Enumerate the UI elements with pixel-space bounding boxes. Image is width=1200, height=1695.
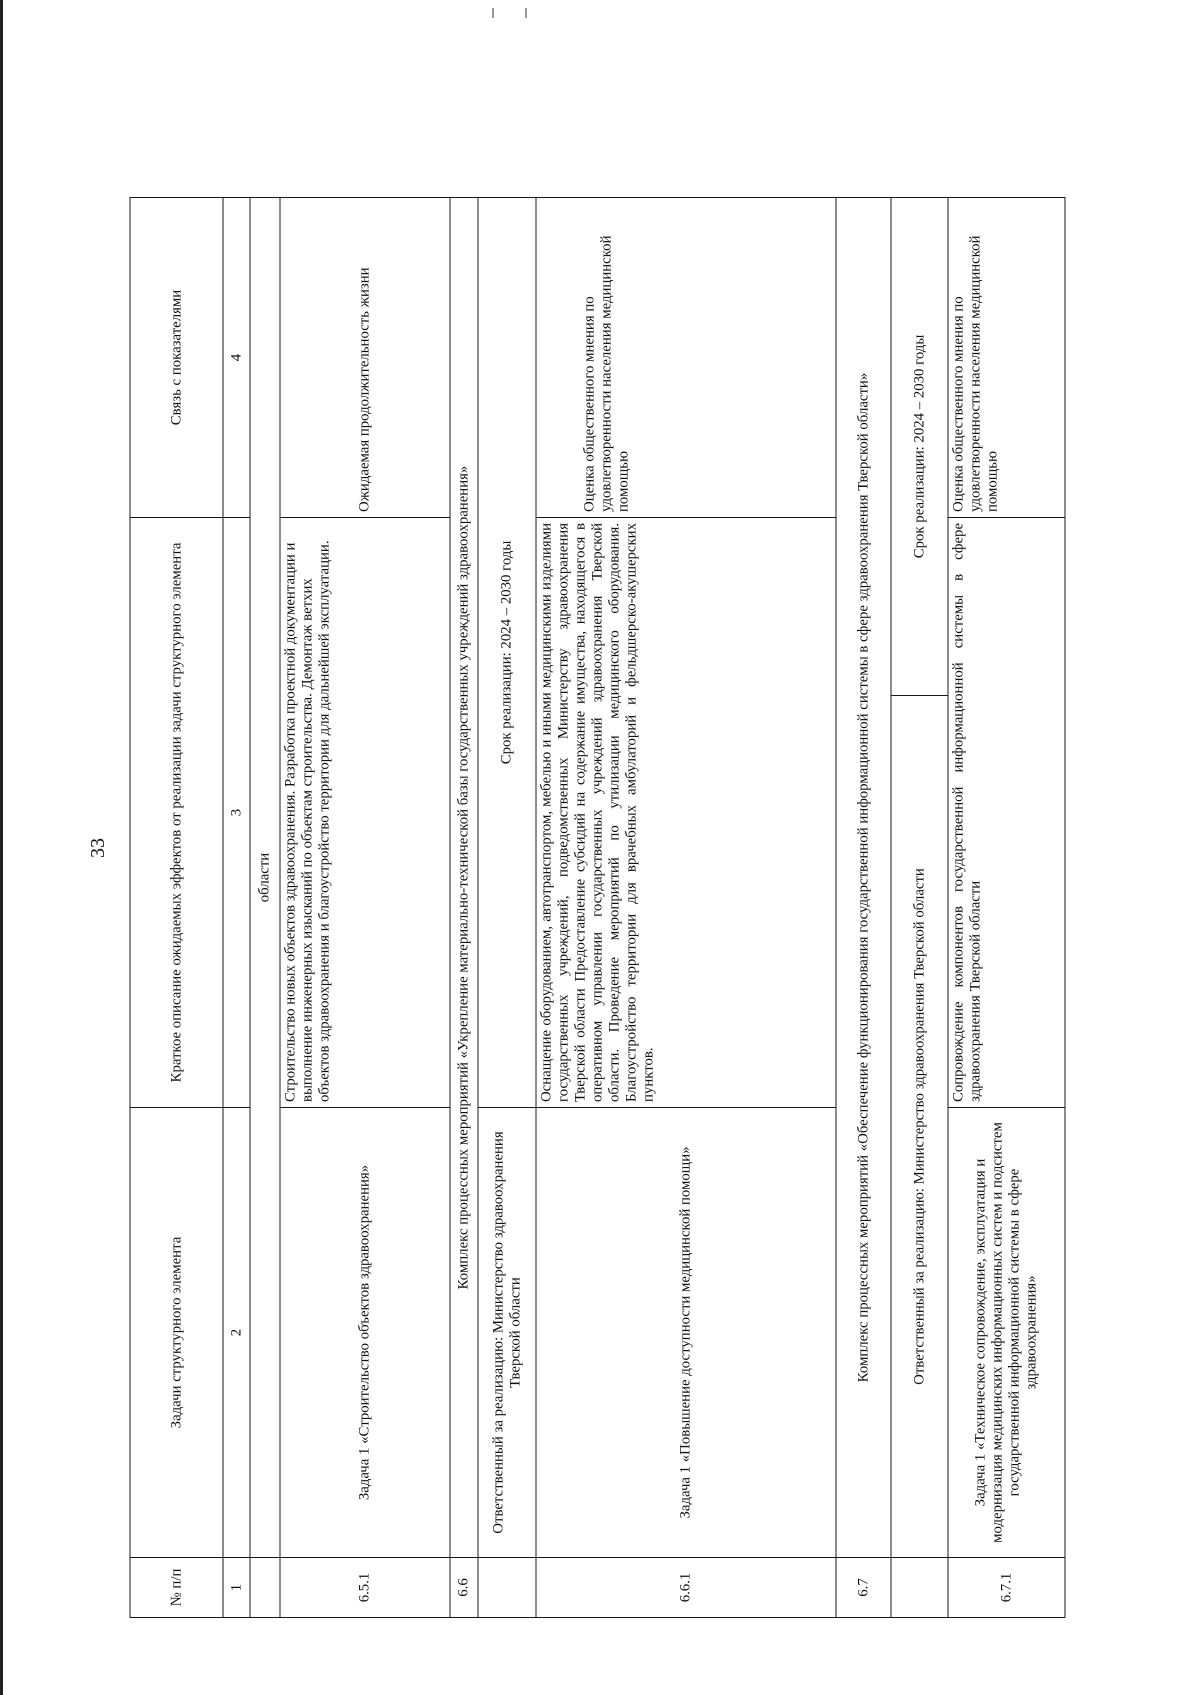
header-row — [130, 197, 223, 1617]
responsible-row — [891, 197, 948, 1617]
period-text: Срок реализации: 2024 – 2030 годы — [478, 197, 536, 1107]
indicator-cell: Оценка общественного мнения по удовлетворенности населения медицинской помощью — [948, 197, 1065, 517]
continuation-text: области — [250, 197, 280, 1557]
section-row — [836, 197, 891, 1617]
scan-edge — [0, 0, 3, 1695]
section-num: 6.6 — [450, 1558, 478, 1618]
indicator-cell: Оценка общественного мнения по удовлетворенности населения медицинской помощью — [536, 197, 836, 517]
col-number-4: 4 — [223, 197, 250, 517]
effects-cell: Оснащение оборудованием, автотранспортом, мебелью и иными медицинскими изделиями государственных учреждений, подведомственных Министерству здравоохранения Тверской области Предоставление субсидий на содержание имущества, находящегося в оперативном управлении государственных учреждений здравоохранения Тверской области. Проведение мероприятий по утилизации медицинского оборудования. Благоустройство территории для врачебных амбулаторий и фельдшерско-акушерских пунктов. — [536, 517, 836, 1107]
row-num: 6.5.1 — [280, 1558, 450, 1618]
section-row — [450, 197, 478, 1617]
responsible-empty — [891, 1558, 948, 1618]
task-cell: Задача 1 «Повышение доступности медицинской помощи» — [536, 1108, 836, 1558]
scan-mark — [492, 8, 494, 18]
continuation-row — [250, 197, 280, 1617]
col-number-3: 3 — [223, 517, 250, 1107]
responsible-text: Ответственный за реализацию: Министерство здравоохранения Тверской области — [478, 1108, 536, 1558]
section-title: Комплекс процессных мероприятий «Укрепление материально-технической базы государственных учреждений здравоохранения» — [450, 197, 478, 1557]
header-effects: Краткое описание ожидаемых эффектов от реализации задачи структурного элемента — [130, 517, 223, 1107]
header-num: № п/п — [130, 1558, 223, 1618]
rotated-document — [130, 198, 1065, 1618]
row-num: 6.7.1 — [948, 1558, 1065, 1618]
section-num: 6.7 — [836, 1558, 891, 1618]
col-number-2: 2 — [223, 1108, 250, 1558]
column-number-row — [223, 197, 250, 1617]
measures-table — [130, 197, 1066, 1618]
task-cell: Задача 1 «Техническое сопровождение, эксплуатация и модернизация медицинских информационных систем и подсистем государственной информационной системы в сфере здравоохранения» — [948, 1108, 1065, 1558]
col-number-1: 1 — [223, 1558, 250, 1618]
indicator-cell: Ожидаемая продолжительность жизни — [280, 197, 450, 517]
row-num: 6.6.1 — [536, 1558, 836, 1618]
page-number: 33 — [87, 838, 109, 858]
task-cell: Задача 1 «Строительство объектов здравоохранения» — [280, 1108, 450, 1558]
period-text: Срок реализации: 2024 – 2030 годы — [891, 197, 948, 695]
responsible-row — [478, 197, 536, 1617]
section-title: Комплекс процессных мероприятий «Обеспечение функционирования государственной информационной системы в сфере здравоохранения Тверской области» — [836, 197, 891, 1557]
scan-mark — [525, 8, 527, 18]
header-task: Задачи структурного элемента — [130, 1108, 223, 1558]
effects-cell: Строительство новых объектов здравоохранения. Разработка проектной документации и выполнение инженерных изысканий по объектам строительства. Демонтаж ветхих объектов здравоохранения и благоустройство территории для дальнейшей эксплуатации. — [280, 517, 450, 1107]
responsible-empty — [478, 1558, 536, 1618]
header-link: Связь с показателями — [130, 197, 223, 517]
table-row — [948, 197, 1065, 1617]
table-row — [280, 197, 450, 1617]
responsible-text: Ответственный за реализацию: Министерство здравоохранения Тверской области — [891, 696, 948, 1558]
table-row — [536, 197, 836, 1617]
continuation-empty — [250, 1558, 280, 1618]
effects-cell: Сопровождение компонентов государственной информационной системы в сфере здравоохранения Тверской области — [948, 517, 1065, 1107]
